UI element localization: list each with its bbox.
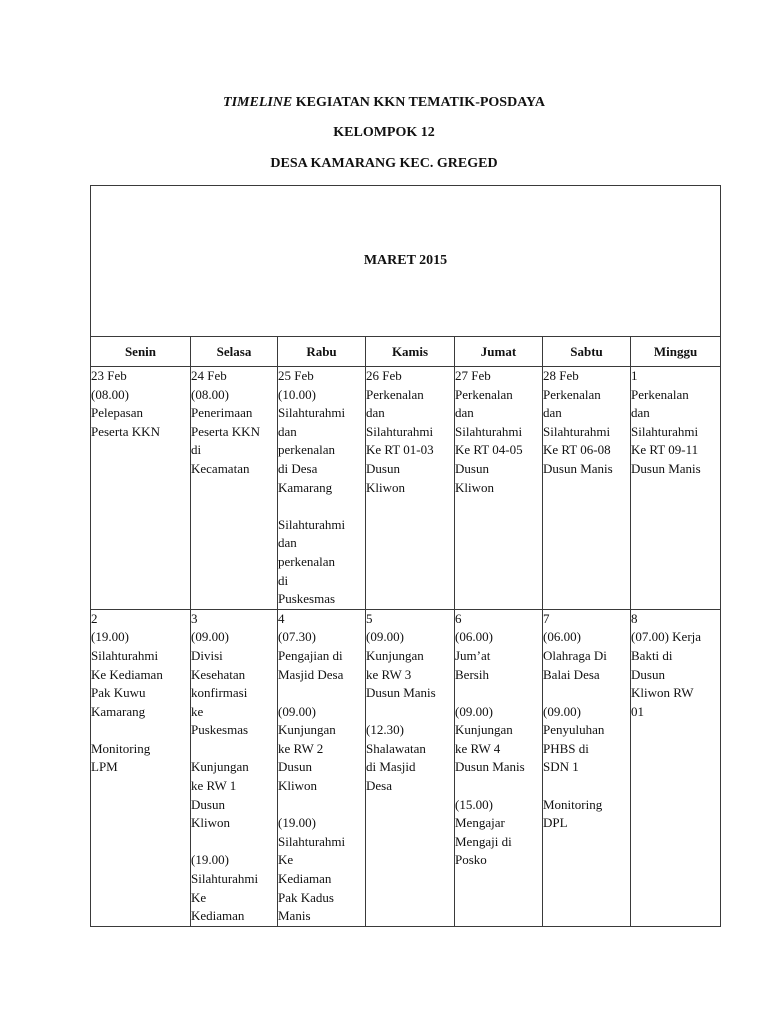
document-title [0, 94, 768, 112]
schedule-line: dan [366, 405, 385, 421]
schedule-line: Silahturahmi [278, 405, 346, 421]
schedule-line: Dusun [191, 796, 225, 812]
schedule-line: konfirmasi [191, 685, 248, 701]
schedule-line: Puskesmas [191, 722, 249, 738]
schedule-line: 23 Feb [91, 368, 127, 383]
schedule-line: perkenalan [278, 553, 336, 569]
schedule-line: Dusun [278, 759, 312, 775]
schedule-line: (09.00) [366, 629, 404, 645]
schedule-line: Manis [278, 908, 311, 924]
day-header-rabu: Rabu [278, 337, 366, 367]
schedule-line: Kliwon RW [631, 685, 694, 701]
schedule-line: ke RW 2 [278, 740, 324, 756]
schedule-line: (08.00) [191, 386, 229, 402]
schedule-line: Dusun [455, 460, 489, 476]
title-italic: TIMELINE [223, 95, 293, 110]
schedule-line: (08.00) [91, 386, 129, 402]
schedule-line: Balai Desa [543, 666, 600, 682]
schedule-line: Kunjungan [455, 722, 513, 738]
schedule-line: Silahturahmi [278, 516, 346, 532]
schedule-cell [91, 367, 191, 610]
schedule-line: (12.30) [366, 722, 404, 738]
schedule-line: Pak Kadus [278, 889, 334, 905]
schedule-line: Ke Kediaman [91, 666, 163, 682]
schedule-line: Dusun Manis [543, 460, 613, 476]
schedule-line: Kecamatan [191, 460, 250, 476]
schedule-line: Kesehatan [191, 666, 246, 682]
schedule-line: (09.00) [278, 703, 316, 719]
location-heading: DESA KAMARANG KEC. GREGED [270, 156, 498, 171]
timeline-table [90, 185, 721, 927]
schedule-line: Perkenalan [631, 386, 689, 402]
day-header-senin: Senin [91, 337, 191, 367]
day-header-minggu: Minggu [631, 337, 721, 367]
schedule-line: Ke RT 04-05 [455, 442, 523, 458]
schedule-line: (06.00) [455, 629, 493, 645]
schedule-line: dan [631, 405, 650, 421]
schedule-line: Shalawatan [366, 740, 426, 756]
schedule-line: Kunjungan [366, 647, 424, 663]
schedule-line: Silahturahmi [455, 423, 523, 439]
schedule-line: ke RW 1 [191, 778, 237, 794]
schedule-line [278, 796, 365, 815]
schedule-line: Olahraga Di [543, 647, 607, 663]
schedule-cell [191, 367, 278, 610]
schedule-line: Dusun Manis [455, 759, 525, 775]
title-rest: KEGIATAN KKN TEMATIK-POSDAYA [292, 95, 545, 110]
schedule-line: (19.00) [191, 852, 229, 868]
schedule-line: Perkenalan [543, 386, 601, 402]
schedule-line [543, 777, 630, 796]
schedule-line: 3 [191, 610, 198, 626]
schedule-line: Mengajar [455, 815, 505, 831]
schedule-line: 6 [455, 610, 462, 626]
week-row-2 [91, 609, 721, 926]
schedule-line: Penyuluhan [543, 722, 605, 738]
day-header-sabtu: Sabtu [543, 337, 631, 367]
schedule-line: Kamarang [91, 703, 146, 719]
schedule-line: dan [455, 405, 474, 421]
schedule-line: PHBS di [543, 740, 589, 756]
schedule-line: Kunjungan [191, 759, 249, 775]
schedule-line: Kamarang [278, 479, 333, 495]
schedule-line: 24 Feb [191, 368, 227, 383]
schedule-line: LPM [91, 759, 118, 775]
schedule-line: Pengajian di [278, 647, 343, 663]
schedule-line: Bersih [455, 666, 489, 682]
schedule-cell [278, 367, 366, 610]
schedule-line: di [191, 442, 202, 458]
schedule-line: perkenalan [278, 442, 336, 458]
day-header-jumat: Jumat [455, 337, 543, 367]
schedule-line: ke RW 3 [366, 666, 412, 682]
week-row-1 [91, 367, 721, 610]
month-label: MARET 2015 [91, 186, 721, 337]
schedule-cell [543, 367, 631, 610]
schedule-line [455, 684, 542, 703]
schedule-cell [543, 609, 631, 926]
schedule-line: Perkenalan [366, 386, 424, 402]
schedule-line: Penerimaan [191, 405, 253, 421]
schedule-line: Kliwon [278, 778, 317, 794]
schedule-line: Ke RT 09-11 [631, 442, 699, 458]
schedule-cell [631, 609, 721, 926]
schedule-line: (10.00) [278, 386, 316, 402]
schedule-line [191, 740, 277, 759]
schedule-line: 1 [631, 368, 638, 383]
schedule-line: di [278, 572, 289, 588]
month-row [91, 186, 721, 337]
schedule-line: Silahturahmi [278, 833, 346, 849]
schedule-line: dan [543, 405, 562, 421]
schedule-cell [455, 609, 543, 926]
schedule-line: ke [191, 703, 204, 719]
schedule-line: Bakti di [631, 647, 673, 663]
schedule-line: Posko [455, 852, 487, 868]
schedule-cell [278, 609, 366, 926]
schedule-line: Desa [366, 778, 392, 794]
schedule-line: dan [278, 535, 297, 551]
schedule-line: Kliwon [455, 479, 494, 495]
schedule-cell [366, 367, 455, 610]
schedule-line: di Desa [278, 460, 318, 476]
schedule-line: Ke RT 01-03 [366, 442, 434, 458]
schedule-line: Pak Kuwu [91, 685, 146, 701]
schedule-line: Peserta KKN [191, 423, 260, 439]
schedule-line: Masjid Desa [278, 666, 344, 682]
day-header-kamis: Kamis [366, 337, 455, 367]
schedule-line: 27 Feb [455, 368, 491, 383]
schedule-line: (06.00) [543, 629, 581, 645]
schedule-line: (07.00) Kerja [631, 629, 702, 645]
schedule-line: ke RW 4 [455, 740, 501, 756]
schedule-line: Silahturahmi [191, 871, 259, 887]
schedule-line [455, 777, 542, 796]
schedule-line: 8 [631, 610, 638, 626]
schedule-line [278, 497, 365, 516]
schedule-line: Dusun Manis [366, 685, 436, 701]
schedule-line: Silahturahmi [543, 423, 611, 439]
schedule-line [191, 833, 277, 852]
schedule-line: DPL [543, 815, 568, 831]
schedule-line: Mengaji di [455, 833, 512, 849]
schedule-line [543, 684, 630, 703]
schedule-line [366, 703, 454, 722]
schedule-line: 01 [631, 703, 644, 719]
schedule-line: 5 [366, 610, 373, 626]
schedule-line: Peserta KKN [91, 423, 160, 439]
schedule-cell [631, 367, 721, 610]
group-heading: KELOMPOK 12 [333, 125, 435, 140]
schedule-line: 7 [543, 610, 550, 626]
schedule-line: Kediaman [278, 871, 332, 887]
schedule-line: (19.00) [278, 815, 316, 831]
day-header-row [91, 337, 721, 367]
schedule-line: SDN 1 [543, 759, 579, 775]
schedule-line: (09.00) [455, 703, 493, 719]
schedule-line: 28 Feb [543, 368, 579, 383]
schedule-line: Monitoring [91, 740, 151, 756]
schedule-line: Dusun Manis [631, 460, 701, 476]
schedule-line: Kliwon [366, 479, 405, 495]
schedule-line: (07.30) [278, 629, 316, 645]
schedule-line: Silahturahmi [91, 647, 159, 663]
schedule-line: Silahturahmi [631, 423, 699, 439]
schedule-line: (09.00) [191, 629, 229, 645]
schedule-line: Dusun [366, 460, 400, 476]
schedule-line: 2 [91, 610, 98, 626]
schedule-line: Perkenalan [455, 386, 513, 402]
schedule-line: Puskesmas [278, 591, 336, 607]
schedule-line: (09.00) [543, 703, 581, 719]
schedule-line: di Masjid [366, 759, 416, 775]
schedule-line: (15.00) [455, 796, 493, 812]
schedule-line [278, 684, 365, 703]
schedule-line: Pelepasan [91, 405, 143, 421]
schedule-line: Kliwon [191, 815, 230, 831]
schedule-line: Dusun [631, 666, 665, 682]
schedule-line: Kunjungan [278, 722, 336, 738]
schedule-line: Monitoring [543, 796, 603, 812]
schedule-line: Kediaman [191, 908, 245, 924]
schedule-line: Jum’at [455, 647, 491, 663]
schedule-line: Ke RT 06-08 [543, 442, 611, 458]
day-header-selasa: Selasa [191, 337, 278, 367]
schedule-cell [91, 609, 191, 926]
schedule-line: Ke [191, 889, 207, 905]
schedule-line: Silahturahmi [366, 423, 434, 439]
schedule-cell [455, 367, 543, 610]
schedule-line: dan [278, 423, 297, 439]
schedule-line: 4 [278, 610, 285, 626]
schedule-line: 25 Feb [278, 368, 314, 383]
schedule-line [91, 721, 190, 740]
schedule-cell [191, 609, 278, 926]
schedule-line: Ke [278, 852, 294, 868]
schedule-cell [366, 609, 455, 926]
schedule-line: Divisi [191, 647, 223, 663]
schedule-line: 26 Feb [366, 368, 402, 383]
schedule-line: (19.00) [91, 629, 129, 645]
